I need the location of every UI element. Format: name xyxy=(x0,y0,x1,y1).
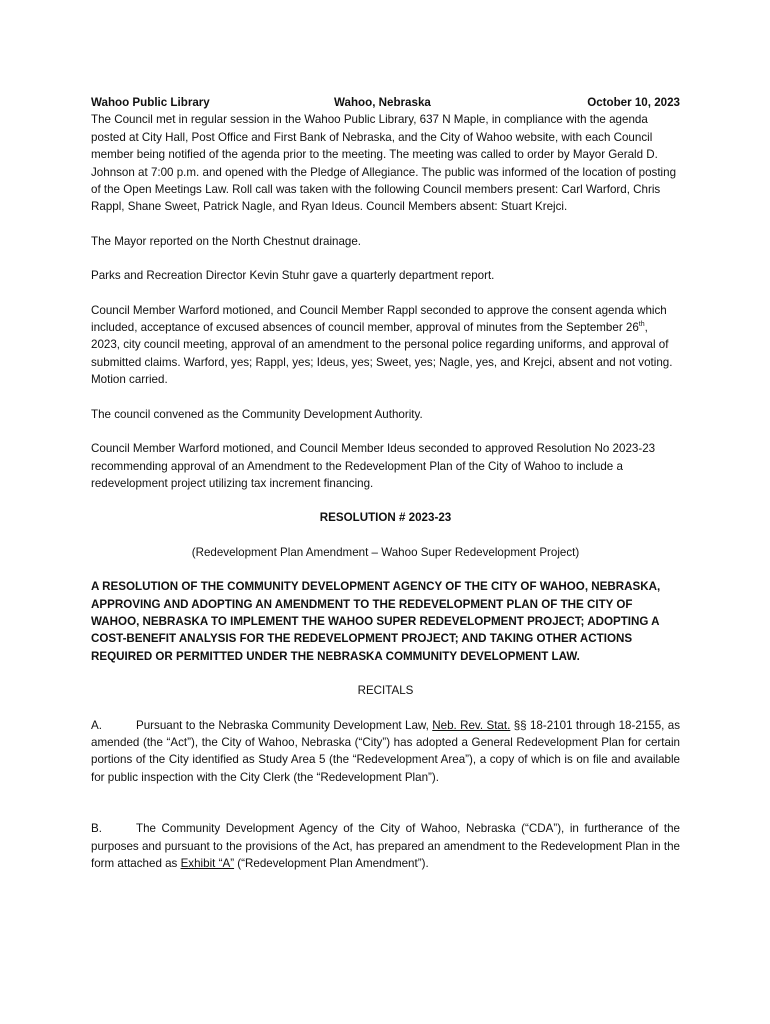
header-date: October 10, 2023 xyxy=(587,96,680,109)
resolution-heading: A RESOLUTION OF THE COMMUNITY DEVELOPMENT AGENCY OF THE CITY OF WAHOO, NEBRASKA, APPROVING AND ADOPTING AN AMENDMENT TO THE REDEVELOPMENT PLAN OF THE CITY OF WAHOO, NEBRASKA TO IMPLEMENT THE WAHOO SUPER REDEVELOPMENT PROJECT; ADOPTING A COST-BENEFIT ANALYSIS FOR THE REDEVELOPMENT PROJECT; AND TAKING OTHER ACTIONS REQUIRED OR PERMITTED UNDER THE NEBRASKA COMMUNITY DEVELOPMENT LAW. xyxy=(91,580,661,663)
ordinal-suffix: th xyxy=(638,321,645,329)
recitals-label: RECITALS xyxy=(357,684,414,698)
document-header xyxy=(91,94,680,111)
recital-a-text-end: §§ 18-2101 through 18-2155, as amended (the “Act”), the City of Wahoo, Nebraska (“City”) has adopted a General Redevelopment Plan for certain portions of the City identified as Study Area 5 (the “Redevelopment Area”), a copy of which is on file and available for public inspection with the City Clerk (the “Redevelopment Plan”). xyxy=(91,718,680,784)
document-page xyxy=(91,94,680,872)
mayor-report-paragraph: The Mayor reported on the North Chestnut drainage. xyxy=(91,234,362,248)
cda-motion-paragraph: Council Member Warford motioned, and Council Member Ideus seconded to approved Resolution No 2023-23 recommending approval of an Amendment to the Redevelopment Plan of the City of Wahoo to include a redevelopment project utilizing tax increment financing. xyxy=(91,442,656,490)
recital-a-text-start: Pursuant to the Nebraska Community Development Law, xyxy=(136,718,433,732)
consent-text-start: Council Member Warford motioned, and Council Member Rappl seconded to approve the consent agenda which included, acceptance of excused absences of council member, approval of minutes from the September 26 xyxy=(91,303,667,335)
recital-b-letter: B. xyxy=(91,822,102,836)
resolution-title: RESOLUTION # 2023-23 xyxy=(319,511,452,525)
recital-a-letter: A. xyxy=(91,718,102,732)
consent-text-end: , 2023, city council meeting, approval of an amendment to the personal police regarding uniforms, and approval of submitted claims. Warford, yes; Rappl, yes; Ideus, yes; Sweet, yes; Nagle, yes, and Krejci, absent and not voting. Motion carried. xyxy=(91,321,673,387)
parks-report-paragraph: Parks and Recreation Director Kevin Stuhr gave a quarterly department report. xyxy=(91,269,495,283)
consent-agenda-paragraph xyxy=(91,302,680,389)
exhibit-reference: Exhibit “A” xyxy=(180,857,235,870)
recital-b-paragraph xyxy=(91,820,680,872)
recital-b-text-start: The Community Development Agency of the City of Wahoo, Nebraska (“CDA”), in furtherance of the purposes and pursuant to the provisions of the Act, has prepared an amendment to the Redevelopment Plan in the form attached as xyxy=(91,822,680,870)
recital-b-text-end: (“Redevelopment Plan Amendment”). xyxy=(234,857,429,870)
resolution-subtitle: (Redevelopment Plan Amendment – Wahoo Super Redevelopment Project) xyxy=(191,545,580,559)
cda-convene-paragraph: The council convened as the Community Development Authority. xyxy=(91,407,423,421)
recital-a-paragraph xyxy=(91,717,680,787)
header-city: Wahoo, Nebraska xyxy=(334,96,431,109)
statute-citation: Neb. Rev. Stat. xyxy=(432,718,511,732)
intro-paragraph: The Council met in regular session in the Wahoo Public Library, 637 N Maple, in compliance with the agenda posted at City Hall, Post Office and First Bank of Nebraska, and the City of Wahoo website, with each Council member being notified of the agenda prior to the meeting. The meeting was called to order by Mayor Gerald D. Johnson at 7:00 p.m. and opened with the Pledge of Allegiance. The public was informed of the location of posting of the Open Meetings Law. Roll call was taken with the following Council members present: Carl Warford, Chris Rappl, Shane Sweet, Patrick Nagle, and Ryan Ideus. Council Members absent: Stuart Krejci. xyxy=(91,113,677,214)
header-location: Wahoo Public Library xyxy=(91,96,210,109)
